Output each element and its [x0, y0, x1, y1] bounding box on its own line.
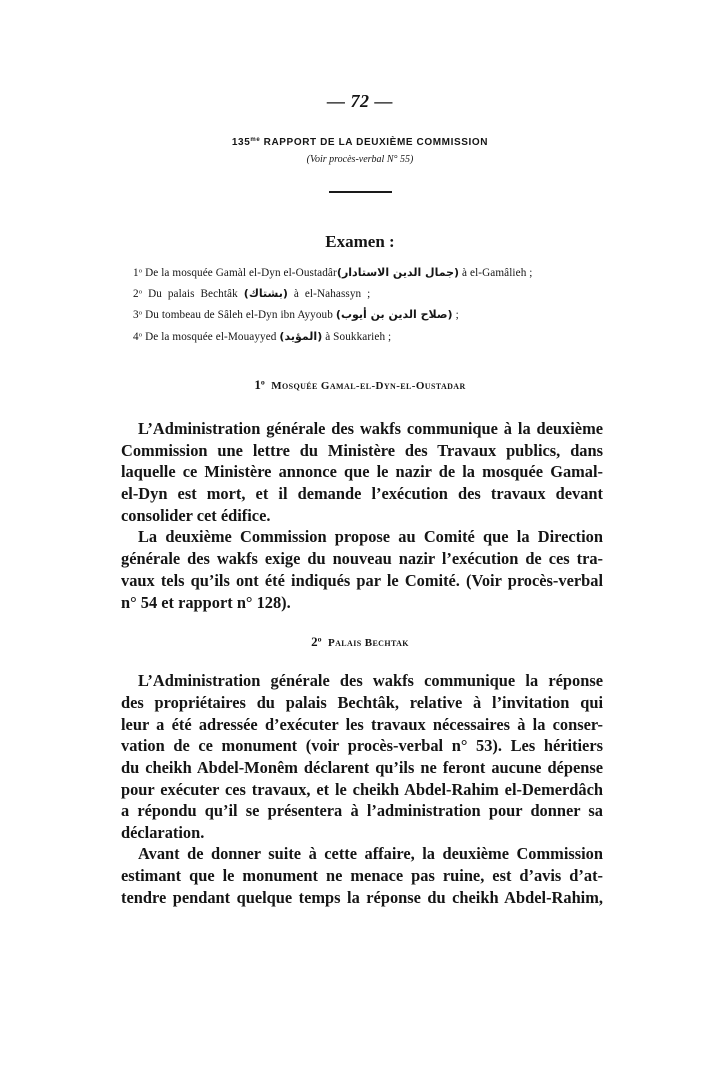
- examen-item-location: à el-Nahassyn ;: [287, 288, 371, 300]
- section-number: 2: [311, 634, 318, 649]
- arabic-name: (صلاح الدين بن أيوب): [335, 308, 453, 321]
- section-title: Mosquée Gamal-el-Dyn-el-Oustadar: [271, 380, 466, 392]
- paragraph-line: des propriétaires du palais Bechtâk, relative à l’invitation qui: [121, 693, 603, 712]
- paragraph-line: du cheikh Abdel-Monêm déclarent qu’ils ne feront aucune dépense: [121, 758, 603, 777]
- report-ordinal-number: 135: [231, 137, 251, 148]
- paragraph-line: déclaration.: [121, 823, 205, 842]
- arabic-name: (بشتاك): [243, 287, 288, 300]
- title-separator-rule: [329, 191, 392, 193]
- paragraph-line: consolider cet édifice.: [121, 506, 271, 525]
- paragraph-line: vaux tels qu’ils ont été indiqués par le Comité. (Voir procès-verbal: [121, 571, 603, 590]
- paragraph-line: La deuxième Commission propose au Comité que la Direction: [138, 527, 603, 546]
- report-ordinal-suffix: me: [250, 137, 261, 143]
- paragraph-line: el-Dyn est mort, et il demande l’exécution des travaux devant: [121, 484, 603, 503]
- paragraph-line: a répondu qu’il se présentera à l’administration pour donner sa: [121, 801, 603, 820]
- examen-item: [133, 330, 391, 343]
- report-subtitle: (Voir procès-verbal N° 55): [306, 154, 414, 165]
- examen-item: [133, 287, 370, 300]
- paragraph-line: vation de ce monument (voir procès-verbal n° 53). Les héritiers: [121, 736, 603, 755]
- paragraph-line: Avant de donner suite à cette affaire, la deuxième Commission: [138, 844, 603, 863]
- paragraph-line: n° 54 et rapport n° 128).: [121, 593, 291, 612]
- examen-item-text: Du tombeau de Sâleh el-Dyn ibn Ayyoub: [145, 309, 336, 321]
- examen-item-number: 4$^o$: [133, 331, 143, 343]
- examen-item-location: à el-Gamâlieh ;: [459, 267, 533, 279]
- examen-item-number: 3$^o$: [133, 309, 143, 321]
- paragraph-line: générale des wakfs exige du nouveau nazir l’exécution de ces tra-: [121, 549, 603, 568]
- paragraph-line: L’Administration générale des wakfs communique la réponse: [138, 671, 603, 690]
- examen-item: [133, 308, 459, 321]
- paragraph-line: pour exécuter ces travaux, et le cheikh Abdel-Rahim el-Demerdâch: [121, 780, 603, 799]
- examen-item-text: De la mosquée el-Mouayyed: [145, 331, 280, 343]
- examen-item-number: 1$^o$: [133, 267, 143, 279]
- examen-item: [133, 266, 533, 279]
- page-number: — 72 —: [327, 91, 393, 111]
- examen-item-number: 2$^o$: [133, 288, 143, 300]
- report-title: [0, 137, 720, 148]
- examen-item-text: De la mosquée Gamàl el-Dyn el-Oustadâr: [145, 267, 337, 279]
- section-heading: 1$^o$ Mosquée Gamal-el-Dyn-el-Oustadar: [254, 377, 466, 392]
- paragraph-line: leur a été adressée d’exécuter les travaux nécessaires à la conser-: [121, 715, 603, 734]
- examen-heading: Examen :: [325, 232, 395, 251]
- report-title-text: RAPPORT DE LA DEUXIÈME COMMISSION: [260, 137, 489, 148]
- paragraph-line: tendre pendant quelque temps la réponse du cheikh Abdel-Rahim,: [121, 888, 603, 907]
- arabic-name: (جمال الدين الاستادار): [336, 266, 460, 279]
- examen-item-text: Du palais Bechtâk: [148, 288, 244, 300]
- examen-item-location: ;: [452, 309, 459, 321]
- section-number: 1: [254, 377, 261, 392]
- section-title: Palais Bechtak: [327, 637, 409, 649]
- section-heading: 2$^o$ Palais Bechtak: [311, 634, 409, 649]
- examen-item-location: à Soukkarieh ;: [322, 331, 392, 343]
- paragraph-line: estimant que le monument ne menace pas ruine, est d’avis d’at-: [121, 866, 603, 885]
- paragraph-line: laquelle ce Ministère annonce que le nazir de la mosquée Gamal-: [121, 462, 603, 481]
- arabic-name: (المؤيد): [279, 330, 323, 343]
- paragraph-line: L’Administration générale des wakfs communique à la deuxième: [138, 419, 603, 438]
- paragraph-line: Commission une lettre du Ministère des Travaux publics, dans: [121, 441, 603, 460]
